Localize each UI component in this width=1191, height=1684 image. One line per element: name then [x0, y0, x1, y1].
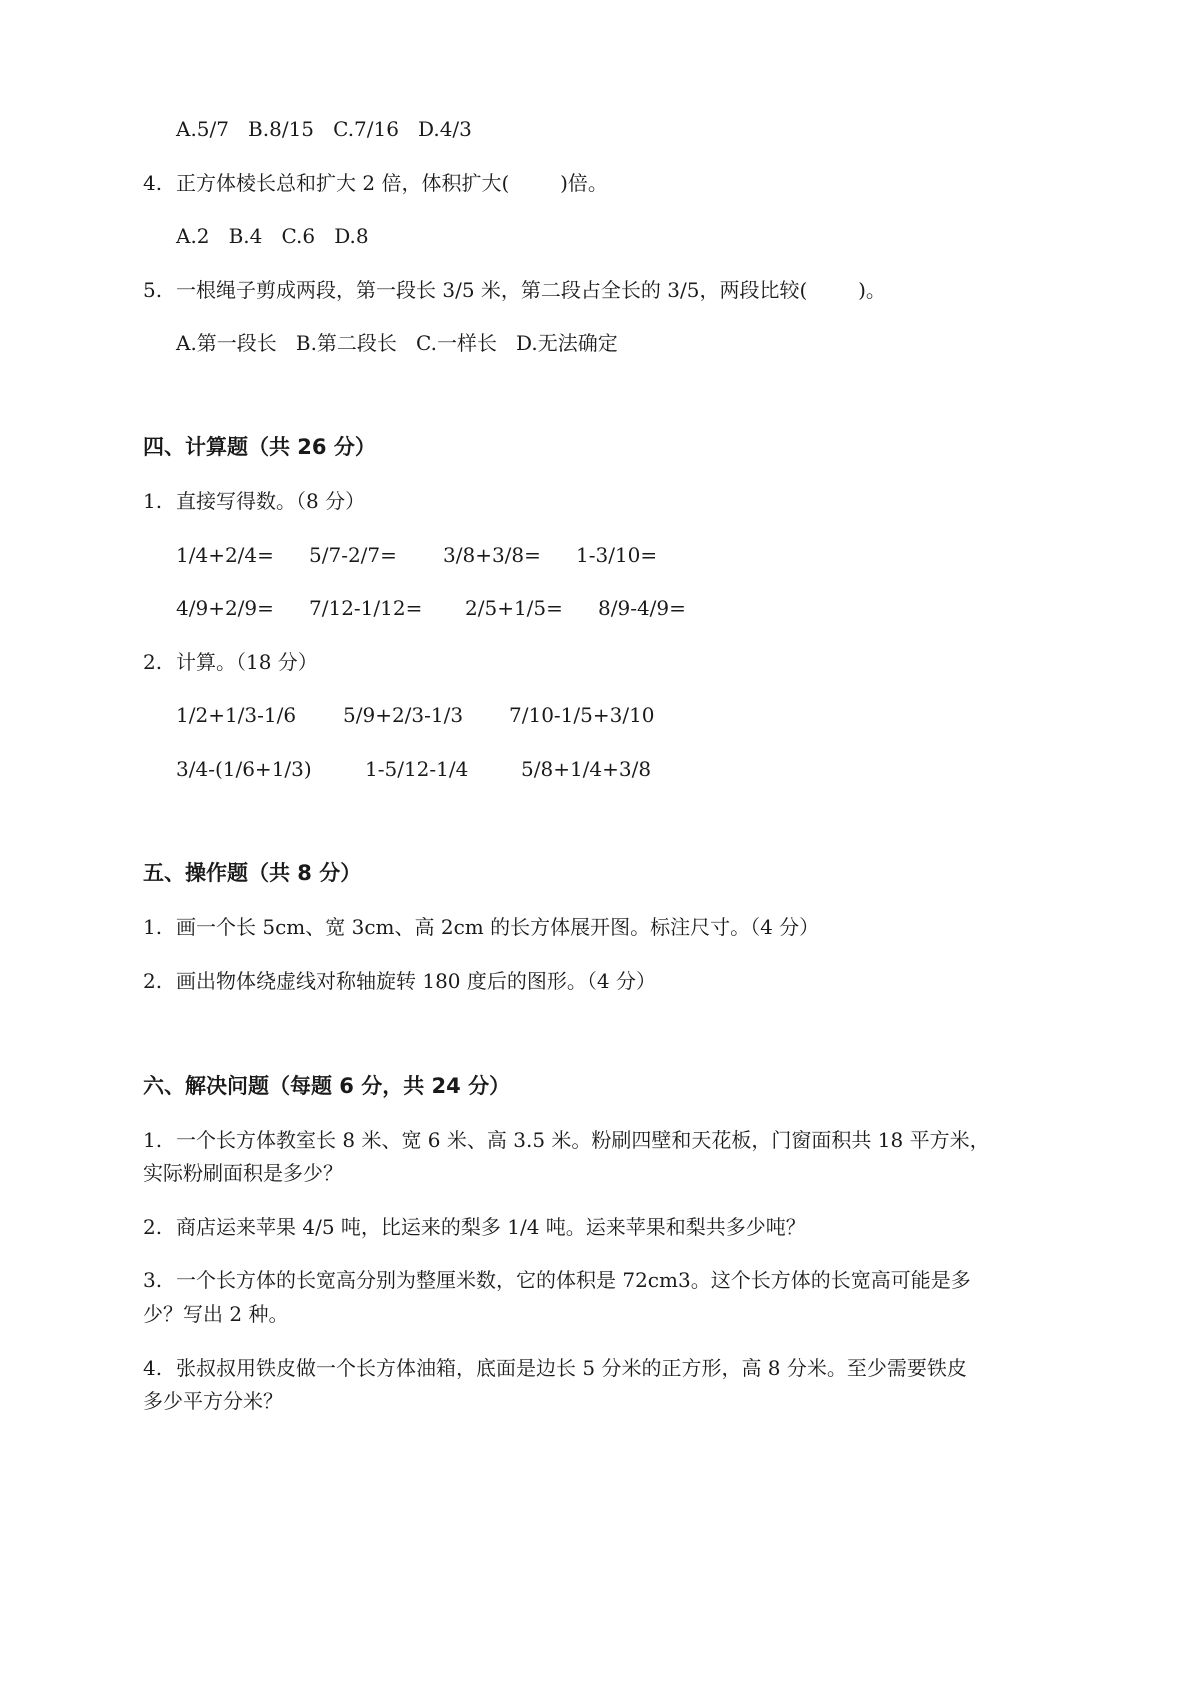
- sec4-question-1: [143, 487, 365, 515]
- question-number: 1.: [143, 1128, 163, 1152]
- sec6-question-2: [143, 1213, 806, 1241]
- question-text: 画出物体绕虚线对称轴旋转 180 度后的图形。（4 分）: [176, 969, 656, 993]
- question-text: 商店运来苹果 4/5 吨，比运来的梨多 1/4 吨。运来苹果和梨共多少吨？: [176, 1215, 806, 1239]
- expression: 5/7-2/7=: [309, 543, 397, 567]
- q3-options: A.5/7 B.8/15 C.7/16 D.4/3: [176, 117, 472, 141]
- expression: 1-3/10=: [576, 543, 658, 567]
- section-4-title: 四、计算题（共 26 分）: [143, 435, 376, 459]
- expression: 1-5/12-1/4: [365, 757, 469, 781]
- expression: 7/12-1/12=: [309, 596, 423, 620]
- expression: 1/2+1/3-1/6: [176, 703, 297, 727]
- expression: 3/4-(1/6+1/3): [176, 757, 312, 781]
- sec6-question-4-cont: 多少平方分米？: [143, 1389, 283, 1413]
- question-text: 一个长方体的长宽高分别为整厘米数，它的体积是 72cm3。这个长方体的长宽高可能是多: [176, 1268, 971, 1292]
- sec6-question-3-cont: 少？写出 2 种。: [143, 1302, 289, 1326]
- expression: 5/8+1/4+3/8: [521, 757, 652, 781]
- sec5-question-2: [143, 967, 656, 995]
- question-number: 4.: [143, 171, 163, 195]
- question-text: 直接写得数。（8 分）: [176, 489, 366, 513]
- q5-options: A.第一段长 B.第二段长 C.一样长 D.无法确定: [176, 331, 618, 355]
- question-number: 1.: [143, 489, 163, 513]
- question-number: 2.: [143, 1215, 163, 1239]
- expression: 3/8+3/8=: [443, 543, 541, 567]
- question-number: 4.: [143, 1356, 163, 1380]
- question-text: 一个长方体教室长 8 米、宽 6 米、高 3.5 米。粉刷四壁和天花板，门窗面积共 18 平方米，: [176, 1128, 990, 1152]
- section-5-title: 五、操作题（共 8 分）: [143, 861, 362, 885]
- sec5-question-1: [143, 913, 819, 941]
- sec6-question-4: [143, 1354, 967, 1382]
- question-text: 画一个长 5cm、宽 3cm、高 2cm 的长方体展开图。标注尺寸。（4 分）: [176, 915, 820, 939]
- question-text: 计算。（18 分）: [176, 650, 318, 674]
- question-number: 2.: [143, 650, 163, 674]
- expression: 5/9+2/3-1/3: [343, 703, 464, 727]
- question-number: 3.: [143, 1268, 163, 1292]
- expression: 1/4+2/4=: [176, 543, 274, 567]
- sec6-question-1: [143, 1126, 990, 1154]
- question-text: 一根绳子剪成两段，第一段长 3/5 米，第二段占全长的 3/5，两段比较( )。: [176, 278, 886, 302]
- section-6-title: 六、解决问题（每题 6 分，共 24 分）: [143, 1074, 511, 1098]
- question-text: 正方体棱长总和扩大 2 倍，体积扩大( )倍。: [176, 171, 608, 195]
- sec4-question-2: [143, 648, 318, 676]
- question-5: [143, 276, 886, 304]
- expression: 2/5+1/5=: [465, 596, 563, 620]
- question-number: 5.: [143, 278, 163, 302]
- question-number: 1.: [143, 915, 163, 939]
- expression: 8/9-4/9=: [598, 596, 686, 620]
- question-text: 张叔叔用铁皮做一个长方体油箱，底面是边长 5 分米的正方形，高 8 分米。至少需要铁皮: [176, 1356, 967, 1380]
- sec6-question-3: [143, 1266, 971, 1294]
- expression: 7/10-1/5+3/10: [509, 703, 655, 727]
- question-number: 2.: [143, 969, 163, 993]
- sec6-question-1-cont: 实际粉刷面积是多少？: [143, 1161, 343, 1185]
- question-4: [143, 169, 608, 197]
- expression: 4/9+2/9=: [176, 596, 274, 620]
- q4-options: A.2 B.4 C.6 D.8: [176, 224, 369, 248]
